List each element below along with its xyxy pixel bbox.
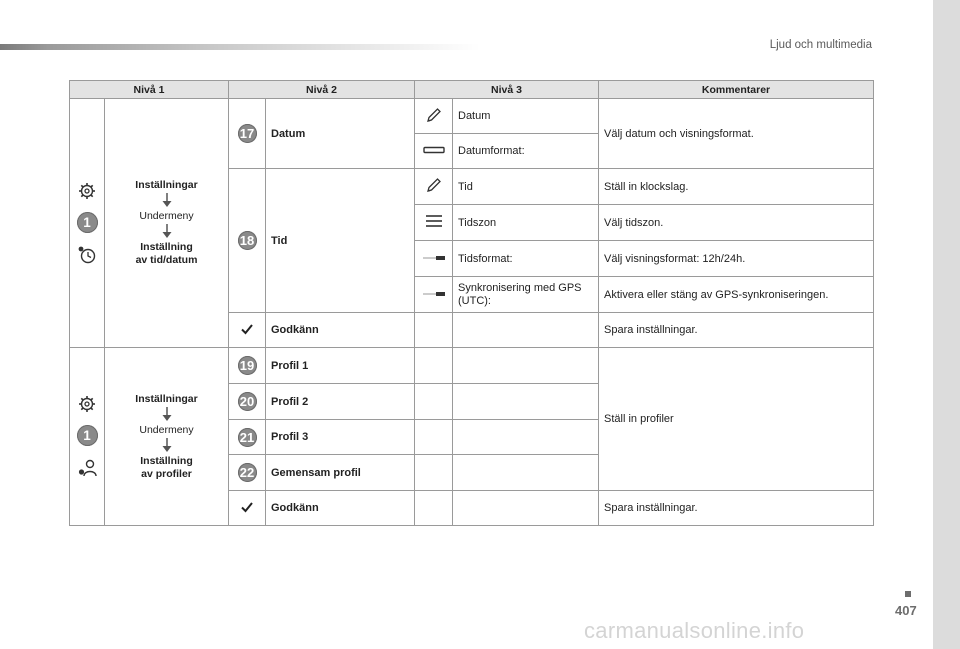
level2-tid: Tid — [266, 169, 415, 313]
level1-badge: 1 — [77, 425, 98, 446]
check-cell — [229, 491, 266, 526]
level3-tid: Tid — [453, 169, 599, 205]
bar-icon — [423, 145, 445, 155]
gear-icon — [78, 182, 96, 200]
level2-confirm: Godkänn — [266, 313, 415, 348]
level3-icon-cell — [415, 99, 453, 134]
pencil-icon — [426, 107, 442, 123]
header-gradient-bar — [0, 44, 480, 50]
comment-confirm: Spara inställningar. — [599, 491, 874, 526]
comment-profiles: Ställ in profiler — [599, 348, 874, 491]
level2-datum: Datum — [266, 99, 415, 169]
level2-profile1: Profil 1 — [266, 348, 415, 384]
level2-shared-profile: Gemensam profil — [266, 455, 415, 491]
step-badge-20: 20 — [238, 392, 257, 411]
step-badge-19: 19 — [238, 356, 257, 375]
checkmark-icon — [241, 501, 253, 513]
badge-cell — [229, 455, 266, 491]
path-setting: Inställning — [140, 454, 193, 467]
level1-icons-cell — [70, 348, 105, 526]
level1-icons-cell — [70, 99, 105, 348]
comment-tid: Ställ in klockslag. — [599, 169, 874, 205]
section-title: Ljud och multimedia — [769, 39, 872, 51]
badge-cell — [229, 384, 266, 420]
column-header-level2: Nivå 2 — [229, 81, 415, 99]
empty-cell — [415, 491, 453, 526]
pencil-icon — [426, 177, 442, 193]
level3-tidsformat: Tidsformat: — [453, 241, 599, 277]
comment-gps-sync: Aktivera eller stäng av GPS-synkroniseringen. — [599, 277, 874, 313]
step-badge-18: 18 — [238, 231, 257, 250]
comment-datum: Välj datum och visningsformat. — [599, 99, 874, 169]
table-header-row — [70, 81, 874, 99]
list-icon — [425, 214, 443, 228]
path-setting-detail: av profiler — [141, 467, 192, 480]
column-header-level1: Nivå 1 — [70, 81, 229, 99]
arrow-down-icon — [160, 438, 174, 453]
empty-cell — [453, 313, 599, 348]
column-header-comments: Kommentarer — [599, 81, 874, 99]
path-setting-detail: av tid/datum — [135, 254, 198, 266]
toggle-icon — [422, 254, 446, 262]
badge-cell — [229, 99, 266, 169]
path-setting: Inställning — [140, 241, 193, 253]
empty-cell — [415, 348, 453, 384]
level2-profile3: Profil 3 — [266, 420, 415, 455]
watermark: carmanualsonline.info — [584, 618, 805, 643]
checkmark-icon — [241, 323, 253, 335]
empty-cell — [415, 384, 453, 420]
empty-cell — [453, 348, 599, 384]
level1-path-cell — [105, 348, 229, 526]
step-badge-22: 22 — [238, 463, 257, 482]
level3-icon-cell — [415, 277, 453, 313]
empty-cell — [453, 455, 599, 491]
comment-confirm: Spara inställningar. — [599, 313, 874, 348]
level3-icon-cell — [415, 134, 453, 169]
badge-cell — [229, 169, 266, 313]
arrow-down-icon — [160, 407, 174, 422]
level2-confirm: Godkänn — [266, 491, 415, 526]
level1-badge: 1 — [77, 212, 98, 233]
path-settings: Inställningar — [135, 179, 198, 191]
page-number: 407 — [895, 603, 917, 618]
check-cell — [229, 313, 266, 348]
step-badge-17: 17 — [238, 124, 257, 143]
arrow-down-icon — [160, 193, 174, 208]
table-row — [70, 99, 874, 134]
gear-icon — [78, 395, 96, 413]
level2-profile2: Profil 2 — [266, 384, 415, 420]
path-submenu: Undermeny — [139, 210, 194, 222]
page-marker — [905, 591, 911, 597]
page-sidebar — [933, 0, 960, 649]
path-submenu: Undermeny — [139, 423, 194, 436]
profile-icon — [77, 458, 97, 478]
path-settings: Inställningar — [135, 392, 198, 405]
empty-cell — [453, 384, 599, 420]
badge-cell — [229, 348, 266, 384]
level3-datum: Datum — [453, 99, 599, 134]
comment-tidsformat: Välj visningsformat: 12h/24h. — [599, 241, 874, 277]
level3-tidszon: Tidszon — [453, 205, 599, 241]
level3-gps-sync: Synkronisering med GPS (UTC): — [453, 277, 599, 313]
table-row — [70, 348, 874, 384]
empty-cell — [415, 420, 453, 455]
empty-cell — [415, 313, 453, 348]
level3-datumformat: Datumformat: — [453, 134, 599, 169]
comment-tidszon: Välj tidszon. — [599, 205, 874, 241]
level3-icon-cell — [415, 205, 453, 241]
level3-icon-cell — [415, 241, 453, 277]
empty-cell — [453, 420, 599, 455]
level1-path-cell — [105, 99, 229, 348]
step-badge-21: 21 — [238, 428, 257, 447]
empty-cell — [453, 491, 599, 526]
settings-table — [69, 80, 874, 526]
clock-settings-icon — [77, 245, 97, 265]
column-header-level3: Nivå 3 — [415, 81, 599, 99]
arrow-down-icon — [160, 224, 174, 239]
toggle-icon — [422, 290, 446, 298]
badge-cell — [229, 420, 266, 455]
level3-icon-cell — [415, 169, 453, 205]
empty-cell — [415, 455, 453, 491]
